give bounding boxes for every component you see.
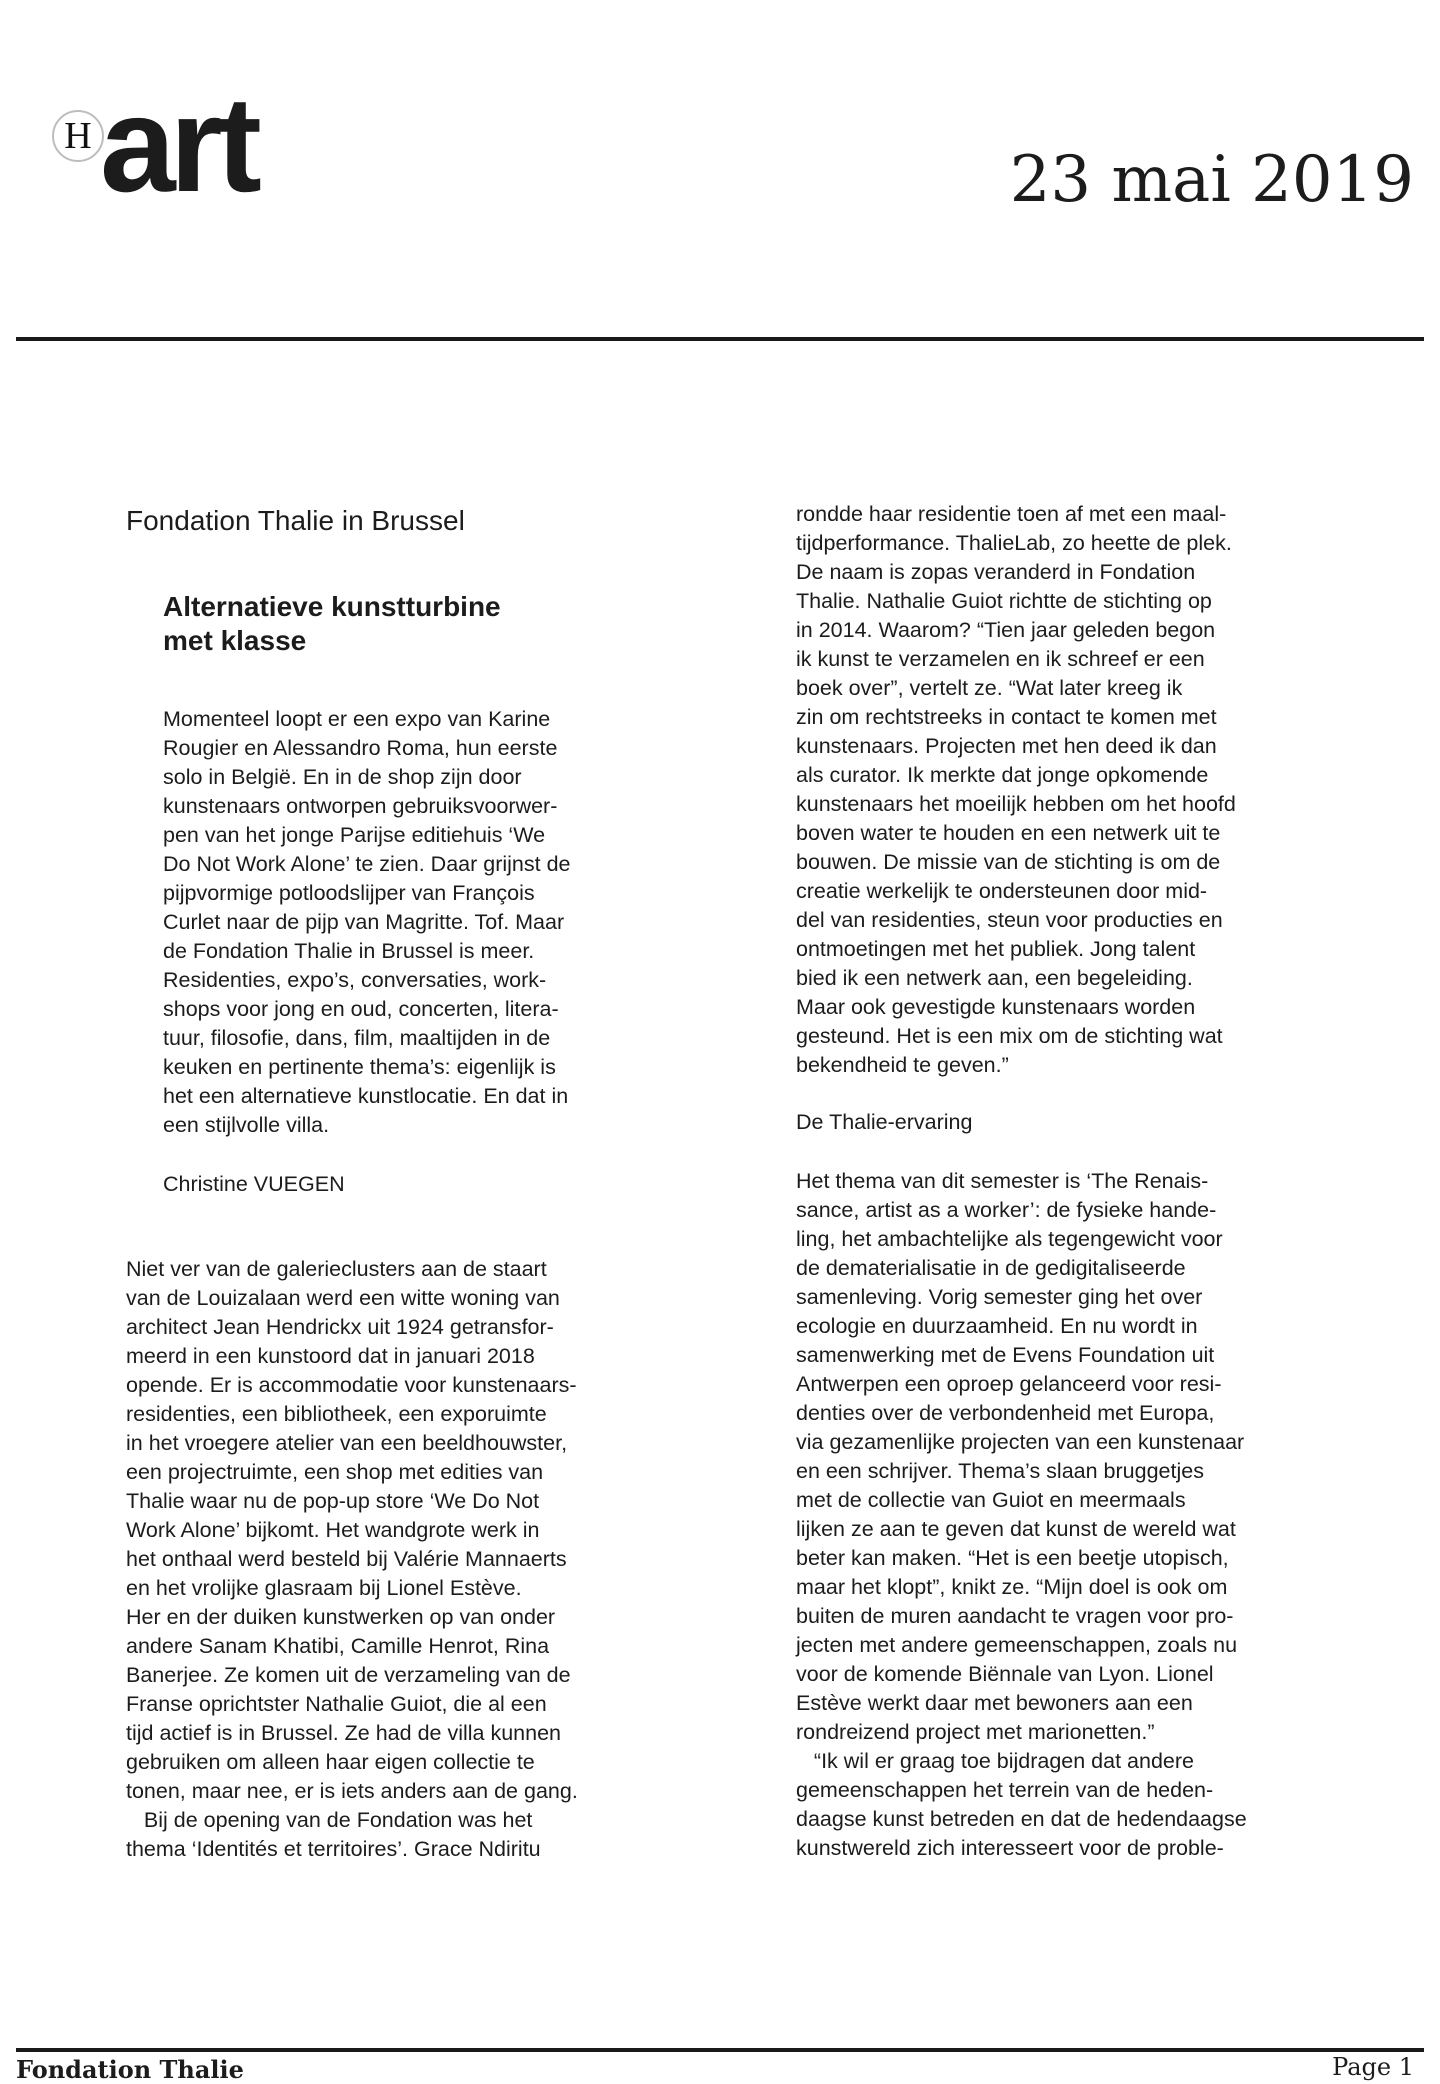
body-line: gemeenschappen het terrein van de heden- bbox=[796, 1778, 1214, 1802]
body-line: residenties, een bibliotheek, een exporuimte bbox=[126, 1402, 547, 1426]
body-line: opende. Er is accommodatie voor kunstenaars- bbox=[126, 1373, 577, 1397]
lead-line: keuken en pertinente thema’s: eigenlijk is bbox=[163, 1055, 556, 1079]
lead-line: pijpvormige potloodslijper van François bbox=[163, 881, 535, 905]
body-line: Her en der duiken kunstwerken op van onder bbox=[126, 1605, 556, 1629]
body-line: tijdperformance. ThalieLab, zo heette de plek. bbox=[796, 531, 1232, 555]
headline-line: met klasse bbox=[163, 625, 307, 656]
body-line: beter kan maken. “Het is een beetje utopisch, bbox=[796, 1546, 1229, 1570]
lead-line: Rougier en Alessandro Roma, hun eerste bbox=[163, 736, 558, 760]
lead-line: Curlet naar de pijp van Magritte. Tof. Maar bbox=[163, 910, 565, 934]
body-line: tijd actief is in Brussel. Ze had de villa kunnen bbox=[126, 1721, 562, 1745]
body-line: de dematerialisatie in de gedigitaliseerde bbox=[796, 1256, 1186, 1280]
lead-line: shops voor jong en oud, concerten, litera- bbox=[163, 997, 559, 1021]
body-line: denties over de verbondenheid met Europa, bbox=[796, 1401, 1215, 1425]
body-line: Banerjee. Ze komen uit de verzameling van de bbox=[126, 1663, 571, 1687]
body-line: rondde haar residentie toen af met een maal- bbox=[796, 502, 1227, 526]
body-line: maar het klopt”, knikt ze. “Mijn doel is ook om bbox=[796, 1575, 1228, 1599]
lead-line: tuur, filosofie, dans, film, maaltijden in de bbox=[163, 1026, 551, 1050]
body-line: in 2014. Waarom? “Tien jaar geleden begon bbox=[796, 618, 1216, 642]
body-line: zin om rechtstreeks in contact te komen met bbox=[796, 705, 1217, 729]
body-line: kunstenaars. Projecten met hen deed ik dan bbox=[796, 734, 1217, 758]
body-line: Thalie waar nu de pop-up store ‘We Do Not bbox=[126, 1489, 540, 1513]
article-headline bbox=[163, 590, 501, 658]
lead-line: een stijlvolle villa. bbox=[163, 1113, 330, 1137]
body-line: met de collectie van Guiot en meermaals bbox=[796, 1488, 1186, 1512]
lead-line: Do Not Work Alone’ te zien. Daar grijnst de bbox=[163, 852, 571, 876]
body-line: gebruiken om alleen haar eigen collectie te bbox=[126, 1750, 535, 1774]
page-number: Page 1 bbox=[1332, 2053, 1414, 2081]
body-line: rondreizend project met marionetten.” bbox=[796, 1720, 1155, 1744]
body-line: ik kunst te verzamelen en ik schreef er een bbox=[796, 647, 1205, 671]
body-line: bouwen. De missie van de stichting is om de bbox=[796, 850, 1221, 874]
body-line: boek over”, vertelt ze. “Wat later kreeg ik bbox=[796, 676, 1183, 700]
author-byline: Christine VUEGEN bbox=[163, 1172, 345, 1196]
logo-wordmark: art bbox=[100, 68, 256, 220]
body-line: het onthaal werd besteld bij Valérie Mannaerts bbox=[126, 1547, 567, 1571]
body-line: en het vrolijke glasraam bij Lionel Estève. bbox=[126, 1576, 522, 1600]
article-lead bbox=[163, 705, 571, 1140]
body-line: jecten met andere gemeenschappen, zoals nu bbox=[796, 1633, 1238, 1657]
body-line: De naam is zopas veranderd in Fondation bbox=[796, 560, 1196, 584]
body-line: Maar ook gevestigde kunstenaars worden bbox=[796, 995, 1196, 1019]
body-line: samenwerking met de Evens Foundation uit bbox=[796, 1343, 1215, 1367]
body-line: Het thema van dit semester is ‘The Renais- bbox=[796, 1169, 1209, 1193]
body-line: ontmoetingen met het publiek. Jong talent bbox=[796, 937, 1196, 961]
body-line: architect Jean Hendrickx uit 1924 getransfor- bbox=[126, 1315, 554, 1339]
body-line: daagse kunst betreden en dat de hedendaagse bbox=[796, 1807, 1247, 1831]
footer-divider bbox=[16, 2048, 1424, 2052]
body-line: Antwerpen een oproep gelanceerd voor resi- bbox=[796, 1372, 1222, 1396]
body-line: Franse oprichtster Nathalie Guiot, die al een bbox=[126, 1692, 547, 1716]
body-line: tonen, maar nee, er is iets anders aan de gang. bbox=[126, 1779, 578, 1803]
body-line: bekendheid te geven.” bbox=[796, 1053, 1009, 1077]
body-line: bied ik een netwerk aan, een begeleiding. bbox=[796, 966, 1193, 990]
lead-line: Momenteel loopt er een expo van Karine bbox=[163, 707, 551, 731]
body-line: andere Sanam Khatibi, Camille Henrot, Rina bbox=[126, 1634, 550, 1658]
body-line: via gezamenlijke projecten van een kunstenaar bbox=[796, 1430, 1245, 1454]
body-line: thema ‘Identités et territoires’. Grace Ndiritu bbox=[126, 1837, 541, 1861]
body-line: “Ik wil er graag toe bijdragen dat andere bbox=[796, 1749, 1194, 1773]
lead-line: pen van het jonge Parijse editiehuis ‘We bbox=[163, 823, 546, 847]
body-line: als curator. Ik merkte dat jonge opkomende bbox=[796, 763, 1209, 787]
body-line: Niet ver van de galerieclusters aan de staart bbox=[126, 1257, 547, 1281]
body-line: lijken ze aan te geven dat kunst de wereld wat bbox=[796, 1517, 1236, 1541]
body-line: creatie werkelijk te ondersteunen door mid- bbox=[796, 879, 1208, 903]
footer-source: Fondation Thalie bbox=[16, 2055, 244, 2084]
body-line: del van residenties, steun voor producties en bbox=[796, 908, 1223, 932]
lead-line: het een alternatieve kunstlocatie. En dat in bbox=[163, 1084, 569, 1108]
body-line: samenleving. Vorig semester ging het over bbox=[796, 1285, 1203, 1309]
body-line: Estève werkt daar met bewoners aan een bbox=[796, 1691, 1193, 1715]
body-line: een projectruimte, een shop met edities van bbox=[126, 1460, 544, 1484]
header-divider bbox=[16, 337, 1424, 341]
body-line: in het vroegere atelier van een beeldhouwster, bbox=[126, 1431, 568, 1455]
body-line: ecologie en duurzaamheid. En nu wordt in bbox=[796, 1314, 1198, 1338]
body-line: Work Alone’ bijkomt. Het wandgrote werk in bbox=[126, 1518, 540, 1542]
body-line: voor de komende Biënnale van Lyon. Lionel bbox=[796, 1662, 1214, 1686]
body-line: en een schrijver. Thema’s slaan bruggetjes bbox=[796, 1459, 1204, 1483]
body-column-right bbox=[796, 500, 1236, 1080]
body-line: Bij de opening van de Fondation was het bbox=[126, 1808, 533, 1832]
body-line: Thalie. Nathalie Guiot richtte de stichting op bbox=[796, 589, 1212, 613]
body-line: van de Louizalaan werd een witte woning van bbox=[126, 1286, 560, 1310]
body-line: meerd in een kunstoord dat in januari 2018 bbox=[126, 1344, 535, 1368]
publication-date: 23 mai 2019 bbox=[1009, 143, 1414, 217]
logo-badge: H bbox=[52, 110, 104, 162]
headline-line: Alternatieve kunstturbine bbox=[163, 591, 501, 622]
lead-line: de Fondation Thalie in Brussel is meer. bbox=[163, 939, 535, 963]
body-line: sance, artist as a worker’: de fysieke hande- bbox=[796, 1198, 1217, 1222]
body-line: buiten de muren aandacht te vragen voor pro- bbox=[796, 1604, 1234, 1628]
lead-line: kunstenaars ontworpen gebruiksvoorwer- bbox=[163, 794, 558, 818]
body-line: gesteund. Het is een mix om de stichting wat bbox=[796, 1024, 1223, 1048]
lead-line: solo in België. En in de shop zijn door bbox=[163, 765, 522, 789]
body-line: boven water te houden en een netwerk uit te bbox=[796, 821, 1221, 845]
lead-line: Residenties, expo’s, conversaties, work- bbox=[163, 968, 547, 992]
body-column-right-continued bbox=[796, 1167, 1247, 1863]
body-line: kunstenaars het moeilijk hebben om het hoofd bbox=[796, 792, 1236, 816]
body-line: ling, het ambachtelijke als tegengewicht voor bbox=[796, 1227, 1223, 1251]
section-title: Fondation Thalie in Brussel bbox=[126, 505, 465, 536]
publication-logo bbox=[52, 68, 312, 222]
body-line: kunstwereld zich interesseert voor de proble- bbox=[796, 1836, 1224, 1860]
body-column-left bbox=[126, 1255, 578, 1864]
article-subheading: De Thalie-ervaring bbox=[796, 1110, 973, 1134]
